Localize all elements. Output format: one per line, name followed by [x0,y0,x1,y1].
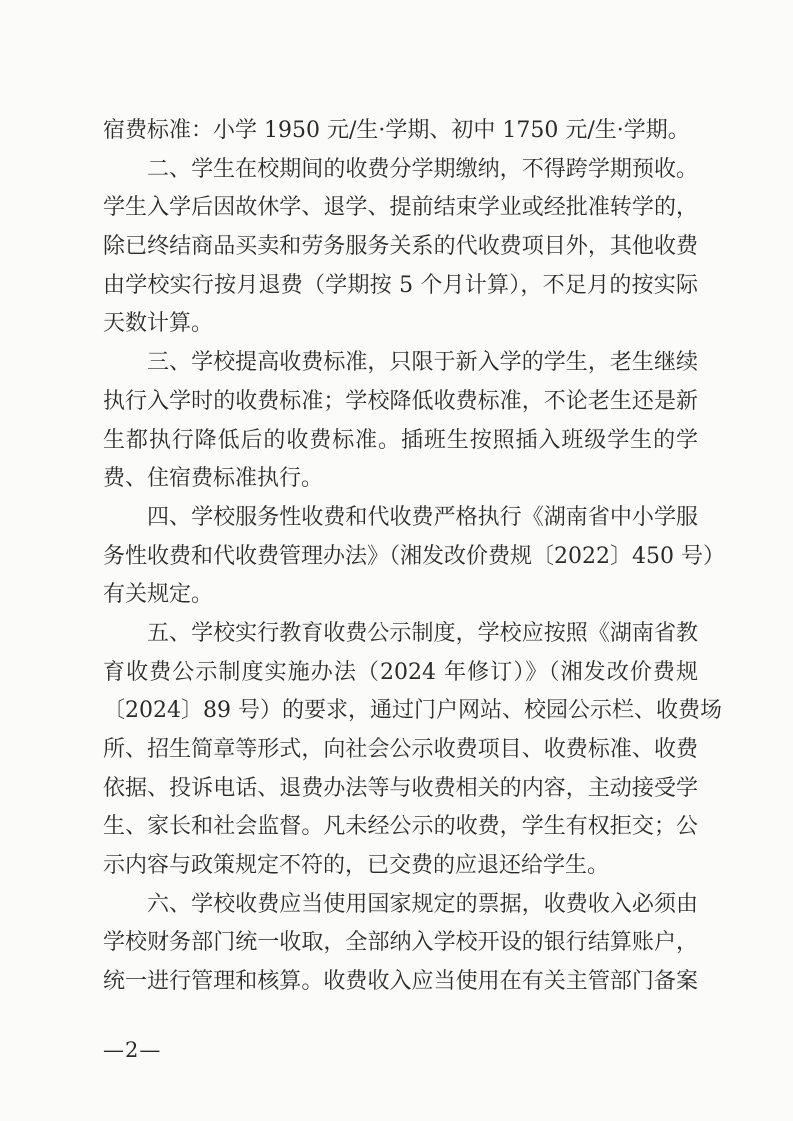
text-line: 生都执行降低后的收费标准。插班生按照插入班级学生的学 [103,427,698,453]
text-line: 宿费标准：小学 1950 元/生·学期、初中 1750 元/生·学期。 [103,118,690,143]
text-line: 费、住宿费标准执行。 [103,466,324,492]
text-line: 学生入学后因故休学、退学、提前结束学业或经批准转学的， [103,195,698,221]
paragraph [103,615,722,886]
text-line: 育收费公示制度实施办法（2024 年修订）》（湘发改价费规 [103,659,698,685]
text-line: 生、家长和社会监督。凡未经公示的收费，学生有权拒交；公 [103,814,698,840]
text-line: 〔2024〕89 号）的要求，通过门户网站、校园公示栏、收费场 [103,698,722,724]
text-line: 有关规定。 [103,582,214,608]
text-line: 依据、投诉电话、退费办法等与收费相关的内容，主动接受学 [103,775,698,801]
text-line: 四、学校服务性收费和代收费严格执行《湖南省中小学服 [147,504,698,530]
text-line: 执行入学时的收费标准；学校降低收费标准，不论老生还是新 [103,388,698,414]
text-line: 所、招生简章等形式，向社会公示收费项目、收费标准、收费 [103,737,698,762]
paragraph [103,886,698,1002]
text-line: 五、学校实行教育收费公示制度，学校应按照《湖南省教 [147,620,698,646]
paragraph [103,344,698,499]
text-line: 六、学校收费应当使用国家规定的票据，收费收入必须由 [147,891,698,917]
paragraph [103,151,698,344]
text-line: 二、学生在校期间的收费分学期缴纳，不得跨学期预收。 [147,156,698,182]
text-line: 示内容与政策规定不符的，已交费的应退还给学生。 [103,853,610,879]
text-line: 天数计算。 [103,311,214,337]
document-body [103,112,725,1002]
text-line: 三、学校提高收费标准，只限于新入学的学生，老生继续 [147,350,698,376]
text-line: 务性收费和代收费管理办法》（湘发改价费规〔2022〕450 号） [103,543,725,569]
text-line: 学校财务部门统一收取，全部纳入学校开设的银行结算账户， [103,930,698,956]
text-line: 除已终结商品买卖和劳务服务关系的代收费项目外，其他收费 [103,234,698,260]
text-line: 由学校实行按月退费（学期按 5 个月计算），不足月的按实际 [103,272,698,298]
paragraph [103,112,698,151]
text-line: 统一进行管理和核算。收费收入应当使用在有关主管部门备案 [103,969,698,995]
page-number: —2— [103,1038,162,1062]
paragraph [103,499,725,615]
